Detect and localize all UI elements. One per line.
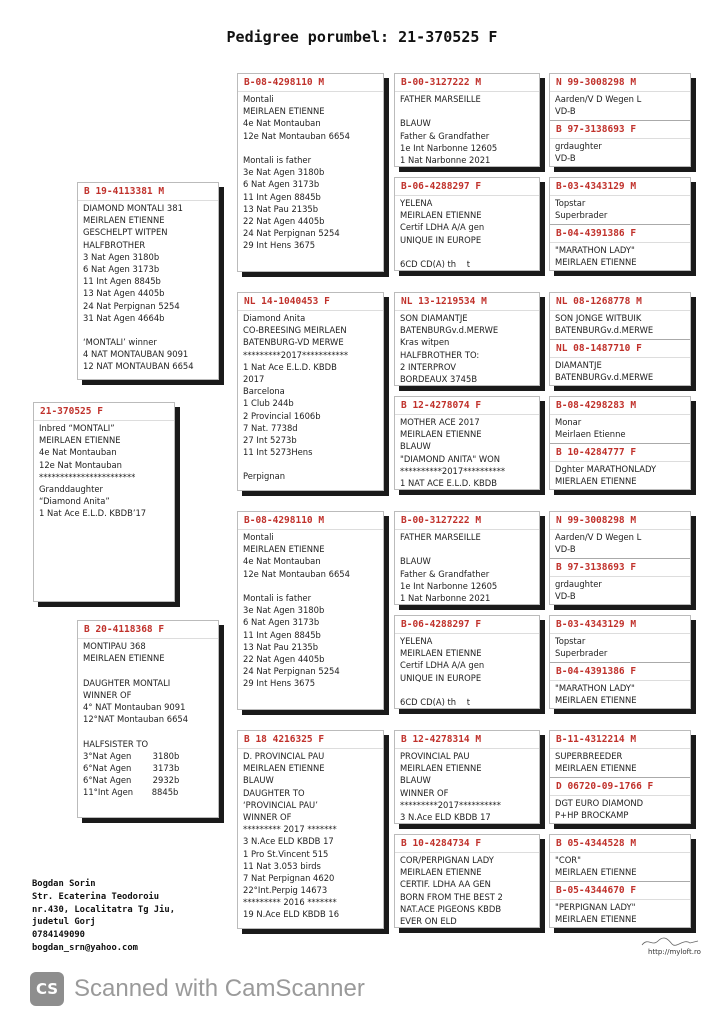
pedigree-line: 22°Int.Perpig 14673 <box>243 885 328 896</box>
pedigree-notes <box>555 750 686 775</box>
pedigree-line: Aarden/V D Wegen L <box>555 94 642 104</box>
pedigree-line: WINNER OF <box>243 811 292 822</box>
pedigree-line: grdaughter <box>555 579 602 589</box>
pedigree-line: 2017 <box>243 373 265 384</box>
pedigree-pair-4 <box>549 396 691 490</box>
pedigree-line: MEIRLAEN ETIENNE <box>83 215 165 226</box>
pedigree-line: ‘MONTALI’ winner <box>83 337 157 348</box>
pedigree-card-dam-dam <box>237 730 384 929</box>
ring-number: B-11-4312214 M <box>550 731 690 749</box>
pedigree-line: ********* 2017 ******* <box>243 824 337 835</box>
ring-number: B 12-4278074 F <box>395 397 539 415</box>
pedigree-line <box>83 324 214 336</box>
pedigree-notes <box>555 359 686 386</box>
pedigree-line: MEIRLAEN ETIENNE <box>243 763 325 774</box>
ancestor-female <box>550 120 690 167</box>
pedigree-notes <box>555 312 686 337</box>
pedigree-line: 6°Nat Agen 3173b <box>83 762 180 773</box>
pedigree-line: 6°Nat Agen 2932b <box>83 775 180 786</box>
pedigree-line: SON DIAMANTJE <box>400 313 468 323</box>
pedigree-line: 11 Int Agen 8845b <box>243 191 321 202</box>
ring-number: B 18 4216325 F <box>238 731 383 749</box>
pedigree-line: Aarden/V D Wegen L <box>555 532 642 542</box>
pedigree-line: 7 Nat. 7738d <box>243 422 298 433</box>
pedigree-line: 2 Provincial 1606b <box>243 410 321 421</box>
ring-number: B 05-4344528 M <box>550 835 690 853</box>
pedigree-line <box>243 580 379 592</box>
ancestor-female <box>550 777 690 824</box>
pedigree-card-ssd <box>394 177 540 271</box>
pedigree-notes <box>83 202 214 377</box>
pedigree-line: Father & Grandfather <box>400 568 490 579</box>
pedigree-line: BLAUW <box>400 441 431 452</box>
pedigree-line: MEIRLAEN ETIENNE <box>555 763 637 774</box>
pedigree-line: Inbred “MONTALI” <box>39 423 115 433</box>
pedigree-line: VD-B <box>555 544 576 555</box>
pedigree-line: “Diamond Anita” <box>39 496 110 507</box>
pedigree-line: D. PROVINCIAL PAU <box>243 751 325 761</box>
pedigree-line: HALFBROTHER TO: <box>400 349 480 360</box>
ring-number: B 10-4284734 F <box>395 835 539 853</box>
pedigree-line: 4 NAT MONTAUBAN 9091 <box>83 349 189 360</box>
pedigree-line: PROVINCIAL PAU <box>400 751 470 761</box>
pedigree-line: BLAUW <box>400 775 431 786</box>
pedigree-line: 4° NAT Montauban 9091 <box>83 701 186 712</box>
pedigree-line: MEIRLAEN ETIENNE <box>400 648 482 659</box>
pedigree-line: SON JONGE WITBUIK <box>555 313 642 323</box>
pedigree-line: FATHER MARSEILLE <box>400 94 481 104</box>
ring-number: NL 14-1040453 F <box>238 293 383 311</box>
pedigree-line: 29 Int Hens 3675 <box>243 240 316 251</box>
pedigree-notes <box>400 854 535 925</box>
pedigree-line: 13 Nat Pau 2135b <box>243 641 319 652</box>
pedigree-line: ********* 2016 ******* <box>243 897 337 908</box>
pedigree-line: MEIRLAEN ETIENNE <box>243 106 325 117</box>
ancestor-male <box>550 616 690 662</box>
pedigree-line: 19 N.Ace ELD KBDB 16 <box>243 909 340 920</box>
pedigree-line: Dghter MARATHONLADY <box>555 464 657 474</box>
pedigree-line: 29 Int Hens 3675 <box>243 678 316 689</box>
pedigree-line: 3 N.Ace ELD KBDB 17 <box>243 836 334 847</box>
pedigree-notes <box>400 416 535 487</box>
ring-number: B 97-3138693 F <box>550 121 690 139</box>
ring-number: B 12-4278314 M <box>395 731 539 749</box>
pedigree-card-dds <box>394 730 540 824</box>
signature-icon <box>640 935 700 949</box>
pedigree-line: 11 Int Agen 8845b <box>243 629 321 640</box>
pedigree-line: Topstar <box>555 636 586 646</box>
pedigree-notes <box>243 312 379 488</box>
pedigree-pair-1 <box>549 73 691 167</box>
pedigree-line: MEIRLAEN ETIENNE <box>555 914 637 925</box>
ring-number: D 06720-09-1766 F <box>550 778 690 796</box>
pedigree-line: 11°Int Agen 8845b <box>83 787 179 798</box>
pedigree-line: MEIRLAEN ETIENNE <box>555 257 637 268</box>
pedigree-notes <box>400 197 535 268</box>
pedigree-line: 1 Nat Narbonne 2021 <box>400 592 491 602</box>
pedigree-line: MEIRLAEN ETIENNE <box>83 653 165 664</box>
pedigree-line: "PERPIGNAN LADY" <box>555 902 636 912</box>
pedigree-line: *********2017********** <box>400 799 501 810</box>
page-title: Pedigree porumbel: 21-370525 F <box>226 28 498 46</box>
pedigree-line: 6 Nat Agen 3173b <box>243 179 320 190</box>
pedigree-line: MEIRLAEN ETIENNE <box>555 867 637 878</box>
pedigree-notes <box>400 635 535 706</box>
pedigree-pair-6 <box>549 615 691 709</box>
pedigree-line: ‘PROVINCIAL PAU’ <box>243 799 318 810</box>
pedigree-line: Perpignan <box>243 471 286 482</box>
ring-number: B-08-4298110 M <box>238 512 383 530</box>
pedigree-pair-2 <box>549 177 691 271</box>
pedigree-line: DIAMANTJE <box>555 360 602 370</box>
pedigree-line: Meirlaen Etienne <box>555 429 626 440</box>
pedigree-card-dss <box>394 511 540 605</box>
pedigree-line: 1 Nat Narbonne 2021 <box>400 154 491 164</box>
ancestor-male <box>550 178 690 224</box>
pedigree-line <box>243 142 379 154</box>
pedigree-line: 1 Nat Ace E.L.D. KBDB <box>243 361 337 372</box>
pedigree-line: 1 Pro St.Vincent 515 <box>243 848 329 859</box>
ring-number: N 99-3008298 M <box>550 74 690 92</box>
pedigree-line: NAT.ACE PIGEONS KBDB <box>400 903 502 914</box>
pedigree-line <box>83 664 214 676</box>
pedigree-line: VD-B <box>555 591 576 602</box>
pedigree-line: *********2017*********** <box>243 349 349 360</box>
pedigree-notes <box>555 416 686 441</box>
pedigree-card-dsd <box>394 615 540 709</box>
ancestor-female <box>550 339 690 386</box>
pedigree-line: 22 Nat Agen 4405b <box>243 653 325 664</box>
pedigree-line: BATENBURGv.d.MERWE <box>400 325 499 336</box>
pedigree-line: CO-BREESING MEIRLAEN <box>243 325 347 336</box>
pedigree-line: Superbrader <box>555 210 608 221</box>
pedigree-notes <box>555 797 686 824</box>
pedigree-notes <box>555 140 686 167</box>
pedigree-line: VD-B <box>555 106 576 117</box>
pedigree-card-dam <box>77 620 219 818</box>
pedigree-notes <box>243 93 379 269</box>
pedigree-line: HALFSISTER TO <box>83 738 149 749</box>
pedigree-line: 13 Nat Agen 4405b <box>83 288 165 299</box>
pedigree-line: Kras witpen <box>400 337 450 348</box>
pedigree-notes <box>555 531 686 556</box>
pedigree-notes <box>555 197 686 222</box>
pedigree-notes <box>400 531 535 602</box>
pedigree-line: FATHER MARSEILLE <box>400 532 481 542</box>
ring-number: B-04-4391386 F <box>550 225 690 243</box>
pedigree-notes <box>243 531 379 707</box>
pedigree-line: MEIRLAEN ETIENNE <box>555 695 637 706</box>
pedigree-line: *********************** <box>39 471 136 482</box>
pedigree-line: **********2017********** <box>400 465 506 476</box>
pedigree-card-sire <box>77 182 219 380</box>
pedigree-line: 24 Nat Perpignan 5254 <box>243 666 340 677</box>
ring-number: B-00-3127222 M <box>395 512 539 530</box>
pedigree-line: BATENBURG-VD MERWE <box>243 337 344 348</box>
pedigree-card-sire-sire <box>237 73 384 272</box>
pedigree-line: BLAUW <box>243 775 274 786</box>
pedigree-line: 12°NAT Montauban 6654 <box>83 714 189 725</box>
ancestor-male <box>550 835 690 881</box>
pedigree-line: Montali <box>243 532 274 542</box>
pedigree-notes <box>555 682 686 709</box>
pedigree-card-sds <box>394 292 540 386</box>
pedigree-notes <box>39 422 170 599</box>
ancestor-male <box>550 731 690 777</box>
ring-number: B-06-4288297 F <box>395 178 539 196</box>
pedigree-line: 2 INTERPROV <box>400 361 456 372</box>
ring-number: NL 13-1219534 M <box>395 293 539 311</box>
ring-number: B-06-4288297 F <box>395 616 539 634</box>
pedigree-line <box>400 684 535 696</box>
pedigree-line: 3 Nat Agen 3180b <box>83 251 160 262</box>
pedigree-notes <box>555 463 686 490</box>
pedigree-notes <box>555 578 686 605</box>
pedigree-line: 24 Nat Perpignan 5254 <box>243 228 340 239</box>
ancestor-male <box>550 397 690 443</box>
pedigree-line: 3°Nat Agen 3180b <box>83 750 180 761</box>
pedigree-card-dam-sire <box>237 511 384 710</box>
pedigree-notes <box>555 244 686 271</box>
pedigree-line: 6 Nat Agen 3173b <box>243 617 320 628</box>
pedigree-line: 7 Nat Perpignan 4620 <box>243 872 335 883</box>
pedigree-line <box>400 543 535 555</box>
pedigree-line: "MARATHON LADY" <box>555 683 635 693</box>
pedigree-line: MEIRLAEN ETIENNE <box>39 435 121 446</box>
pedigree-card-sire-dam <box>237 292 384 491</box>
pedigree-line: 1 NAT ACE E.L.D. KBDB <box>400 477 497 487</box>
pedigree-line: Montali <box>243 94 274 104</box>
pedigree-line: 12e Nat Montauban 6654 <box>243 568 350 579</box>
pedigree-line: Montali is father <box>243 592 312 603</box>
pedigree-line <box>400 105 535 117</box>
pedigree-line: 4e Nat Montauban <box>243 118 321 129</box>
ring-number: B-04-4391386 F <box>550 663 690 681</box>
pedigree-notes <box>555 635 686 660</box>
pedigree-line: BATENBURGv.d.MERWE <box>555 372 654 383</box>
pedigree-pair-8 <box>549 834 691 928</box>
pedigree-line: 12e Nat Montauban <box>39 459 122 470</box>
pedigree-line: 24 Nat Perpignan 5254 <box>83 300 180 311</box>
pedigree-notes <box>555 901 686 928</box>
pedigree-line: UNIQUE IN EUROPE <box>400 672 482 683</box>
pedigree-notes <box>243 750 379 926</box>
pedigree-line: 11 Nat 3.053 birds <box>243 860 321 871</box>
pedigree-notes <box>555 93 686 118</box>
pedigree-line: Diamond Anita <box>243 313 306 323</box>
ring-number: NL 08-1268778 M <box>550 293 690 311</box>
pedigree-pair-7 <box>549 730 691 824</box>
pedigree-line <box>400 246 535 258</box>
ring-number: B-03-4343129 M <box>550 616 690 634</box>
pedigree-line: 3e Nat Agen 3180b <box>243 167 325 178</box>
pedigree-card-sdd <box>394 396 540 490</box>
scanner-watermark <box>0 962 724 1024</box>
pedigree-line: DIAMOND MONTALI 381 <box>83 203 183 213</box>
pedigree-line: Monar <box>555 417 582 427</box>
pedigree-line: 1 Club 244b <box>243 398 294 409</box>
pedigree-notes <box>400 750 535 821</box>
pedigree-line: DAUGHTER MONTALI <box>83 677 171 688</box>
pedigree-line: HALFBROTHER <box>83 239 146 250</box>
pedigree-line: 6CD CD(A) th t <box>400 696 471 706</box>
pedigree-line: BLAUW <box>400 118 431 129</box>
pedigree-line: Certif LDHA A/A gen <box>400 222 485 233</box>
ring-number: B-00-3127222 M <box>395 74 539 92</box>
camscanner-logo-icon: CS <box>30 972 64 1006</box>
pedigree-line: GESCHELPT WITPEN <box>83 227 168 238</box>
pedigree-line: MEIRLAEN ETIENNE <box>400 867 482 878</box>
pedigree-line: 1e Int Narbonne 12605 <box>400 142 498 153</box>
pedigree-line: WINNER OF <box>83 689 132 700</box>
ring-number: B 97-3138693 F <box>550 559 690 577</box>
pedigree-line: YELENA <box>400 636 433 646</box>
pedigree-line: P+HP BROCKAMP <box>555 810 629 821</box>
pedigree-line: Barcelona <box>243 386 285 397</box>
pedigree-line: WINNER OF <box>400 787 449 798</box>
pedigree-line: Granddaughter <box>39 483 103 494</box>
pedigree-line: 6CD CD(A) th t <box>400 258 471 268</box>
ring-number: B-05-4344670 F <box>550 882 690 900</box>
pedigree-line: 22 Nat Agen 4405b <box>243 215 325 226</box>
pedigree-line: 11 Int 5273Hens <box>243 447 313 458</box>
pedigree-line: BATENBURGv.d.MERWE <box>555 325 654 336</box>
ancestor-male <box>550 293 690 339</box>
pedigree-line: MEIRLAEN ETIENNE <box>400 429 482 440</box>
ancestor-female <box>550 224 690 271</box>
pedigree-line: grdaughter <box>555 141 602 151</box>
ancestor-female <box>550 881 690 928</box>
pedigree-line: 3e Nat Agen 3180b <box>243 605 325 616</box>
pedigree-line: MEIRLAEN ETIENNE <box>243 544 325 555</box>
pedigree-notes <box>400 312 535 383</box>
owner-locality: nr.430, Localitatra Tg Jiu, <box>32 904 175 915</box>
ring-number: B 20-4118368 F <box>78 621 218 639</box>
pedigree-line: 3 N.Ace ELD KBDB 17 <box>400 811 491 821</box>
pedigree-line: 6 Nat Agen 3173b <box>83 263 160 274</box>
pedigree-line: MIERLAEN ETIENNE <box>555 476 637 487</box>
pedigree-line: Topstar <box>555 198 586 208</box>
pedigree-line: CERTIF. LDHA AA GEN <box>400 879 491 890</box>
owner-email: bogdan_srn@yahoo.com <box>32 942 138 953</box>
pedigree-card-sss <box>394 73 540 167</box>
owner-phone: 0784149090 <box>32 930 85 941</box>
pedigree-notes <box>400 93 535 164</box>
ancestor-male <box>550 512 690 558</box>
ring-number: NL 08-1487710 F <box>550 340 690 358</box>
ring-number: 21-370525 F <box>34 403 174 421</box>
pedigree-line: SUPERBREEDER <box>555 751 623 761</box>
pedigree-notes <box>83 640 214 815</box>
pedigree-line <box>83 725 214 737</box>
owner-street: Str. Ecaterina Teodoroiu <box>32 891 160 902</box>
pedigree-line: 12 NAT MONTAUBAN 6654 <box>83 361 194 372</box>
pedigree-line: 31 Nat Agen 4664b <box>83 312 165 323</box>
pedigree-line: DAUGHTER TO <box>243 787 305 798</box>
owner-contact <box>32 878 175 955</box>
pedigree-line: 1e Int Narbonne 12605 <box>400 580 498 591</box>
ancestor-female <box>550 443 690 490</box>
pedigree-line: 4e Nat Montauban <box>243 556 321 567</box>
pedigree-line: UNIQUE IN EUROPE <box>400 234 482 245</box>
ring-number: B 10-4284777 F <box>550 444 690 462</box>
pedigree-line: 12e Nat Montauban 6654 <box>243 130 350 141</box>
pedigree-line: 27 Int 5273b <box>243 434 297 445</box>
pedigree-line: Father & Grandfather <box>400 130 490 141</box>
pedigree-pair-5 <box>549 511 691 605</box>
pedigree-line: DGT EURO DIAMOND <box>555 798 644 808</box>
pedigree-line: BORN FROM THE BEST 2 <box>400 891 503 902</box>
owner-county: judetul Gorj <box>32 917 96 928</box>
pedigree-line: Superbrader <box>555 648 608 659</box>
footer-url: http://myloft.ro <box>648 948 701 956</box>
ring-number: B-03-4343129 M <box>550 178 690 196</box>
pedigree-line: 13 Nat Pau 2135b <box>243 203 319 214</box>
pedigree-line <box>243 458 379 470</box>
pedigree-line: BLAUW <box>400 556 431 567</box>
pedigree-line: BORDEAUX 3745B <box>400 373 478 383</box>
pedigree-line: YELENA <box>400 198 433 208</box>
ancestor-male <box>550 74 690 120</box>
pedigree-line: COR/PERPIGNAN LADY <box>400 855 494 865</box>
pedigree-notes <box>555 854 686 879</box>
pedigree-line: EVER ON ELD <box>400 915 457 925</box>
pedigree-line: "COR" <box>555 855 581 865</box>
pedigree-line: MEIRLAEN ETIENNE <box>400 763 482 774</box>
ancestor-female <box>550 662 690 709</box>
ring-number: B 19-4113381 M <box>78 183 218 201</box>
pedigree-line: Certif LDHA A/A gen <box>400 660 485 671</box>
pedigree-line: MEIRLAEN ETIENNE <box>400 210 482 221</box>
pedigree-line: MOTHER ACE 2017 <box>400 417 480 427</box>
ancestor-female <box>550 558 690 605</box>
ring-number: N 99-3008298 M <box>550 512 690 530</box>
pedigree-line: VD-B <box>555 153 576 164</box>
ring-number: B-08-4298283 M <box>550 397 690 415</box>
owner-name: Bogdan Sorin <box>32 879 96 889</box>
pedigree-line: Montali is father <box>243 154 312 165</box>
pedigree-line: "DIAMOND ANITA" WON <box>400 453 501 464</box>
ring-number: B-08-4298110 M <box>238 74 383 92</box>
pedigree-line: 4e Nat Montauban <box>39 447 117 458</box>
pedigree-card-main <box>33 402 175 602</box>
pedigree-card-ddd <box>394 834 540 928</box>
pedigree-line: MONTIPAU 368 <box>83 641 146 651</box>
pedigree-line: "MARATHON LADY" <box>555 245 635 255</box>
pedigree-pair-3 <box>549 292 691 386</box>
pedigree-line: 11 Int Agen 8845b <box>83 276 161 287</box>
camscanner-text: Scanned with CamScanner <box>74 975 365 1002</box>
pedigree-line: 1 Nat Ace E.L.D. KBDB’17 <box>39 508 147 519</box>
